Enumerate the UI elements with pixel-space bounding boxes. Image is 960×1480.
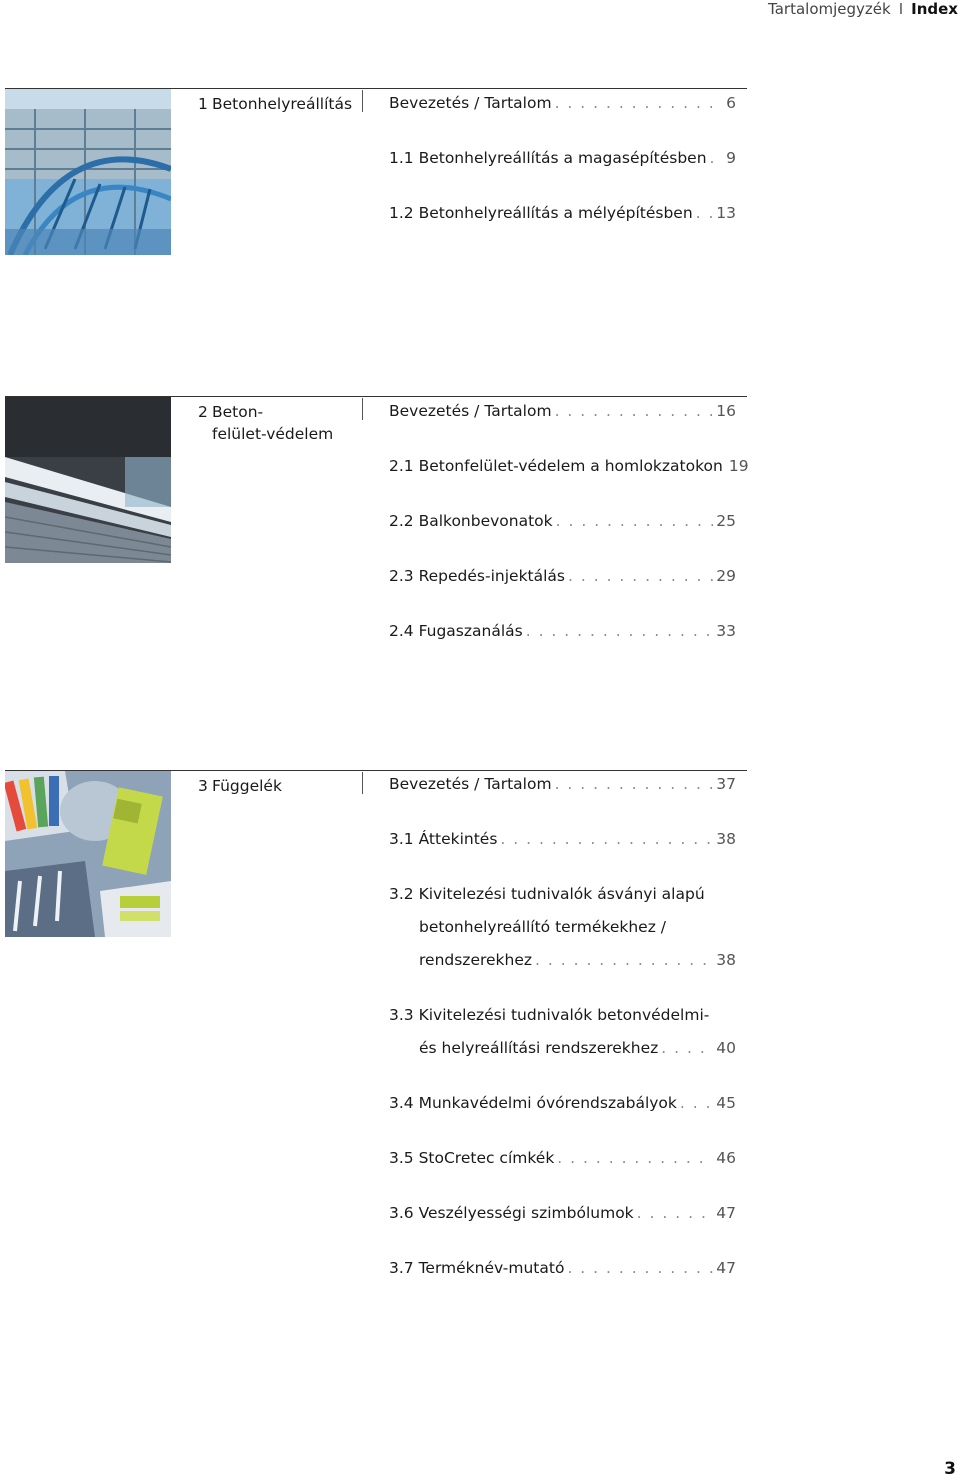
- page-ref: 47: [716, 1204, 736, 1222]
- section-photo-facade: [5, 397, 171, 563]
- running-header: [768, 0, 958, 18]
- page-ref: 9: [726, 149, 736, 167]
- page-ref: 37: [716, 775, 736, 793]
- toc-entry[interactable]: 3.3 Kivitelezési tudnivalók betonvédelmi- és helyreállítási rendszerekhez . . . 40: [389, 1004, 736, 1059]
- section-number: 1: [198, 95, 208, 113]
- toc-entry[interactable]: 1.1 Betonhelyreállítás a magasépítésben . . . 9: [389, 147, 736, 169]
- title-divider: [362, 398, 363, 420]
- section-title: [198, 93, 352, 115]
- toc-entry[interactable]: Bevezetés / Tartalom . . . 16: [389, 400, 736, 422]
- page-ref: 38: [716, 951, 736, 969]
- toc-entry[interactable]: 3.7 Terméknév-mutató . . . 47: [389, 1257, 736, 1279]
- toc-entry[interactable]: 3.2 Kivitelezési tudnivalók ásványi alapú betonhelyreállító termékekhez / rendszerekhez . . . 38: [389, 883, 736, 971]
- section-title: [198, 401, 333, 445]
- section-title-text: Függelék: [212, 777, 282, 795]
- toc-entry[interactable]: 1.2 Betonhelyreállítás a mélyépítésben . . . 13: [389, 202, 736, 224]
- page-ref: 6: [726, 94, 736, 112]
- header-index-label: Index: [911, 0, 958, 18]
- page-ref: 47: [716, 1259, 736, 1277]
- section-title-text-cont: felület-védelem: [212, 425, 334, 443]
- section-number: 3: [198, 777, 208, 795]
- title-divider: [362, 90, 363, 112]
- toc-entry[interactable]: 2.2 Balkonbevonatok . . . 25: [389, 510, 736, 532]
- title-divider: [362, 772, 363, 794]
- page-ref: 45: [716, 1094, 736, 1112]
- header-separator: I: [898, 0, 904, 18]
- page-ref: 29: [716, 567, 736, 585]
- section-title-text: Betonhelyreállítás: [212, 95, 353, 113]
- page-number: 3: [944, 1459, 956, 1479]
- toc-entry[interactable]: 3.5 StoCretec címkék . . . 46: [389, 1147, 736, 1169]
- toc-entry[interactable]: 2.3 Repedés-injektálás . . . 29: [389, 565, 736, 587]
- page-ref: 40: [716, 1039, 736, 1057]
- page-ref: 19: [728, 457, 749, 475]
- page-ref: 38: [716, 830, 736, 848]
- page-ref: 46: [716, 1149, 736, 1167]
- page-ref: 13: [716, 204, 736, 222]
- toc-entry[interactable]: 2.4 Fugaszanálás . . . 33: [389, 620, 736, 642]
- section-title-text: Beton-: [212, 403, 264, 421]
- toc-entry[interactable]: 2.1 Betonfelület-védelem a homlokzatokon 19: [389, 457, 749, 475]
- page-ref: 16: [716, 402, 736, 420]
- section-number: 2: [198, 403, 208, 421]
- header-section-label: Tartalomjegyzék: [768, 0, 891, 18]
- page-ref: 33: [716, 622, 736, 640]
- section-photo-color-samples: [5, 771, 171, 937]
- toc-entry[interactable]: Bevezetés / Tartalom . . . 6: [389, 92, 736, 114]
- section-title: [198, 775, 282, 797]
- section-photo-building: [5, 89, 171, 255]
- page-ref: 25: [716, 512, 736, 530]
- toc-entry[interactable]: 3.1 Áttekintés . . . 38: [389, 828, 736, 850]
- toc-entry[interactable]: 3.6 Veszélyességi szimbólumok . . . 47: [389, 1202, 736, 1224]
- toc-entry[interactable]: 3.4 Munkavédelmi óvórendszabályok . . . 45: [389, 1092, 736, 1114]
- toc-entry[interactable]: Bevezetés / Tartalom . . . 37: [389, 773, 736, 795]
